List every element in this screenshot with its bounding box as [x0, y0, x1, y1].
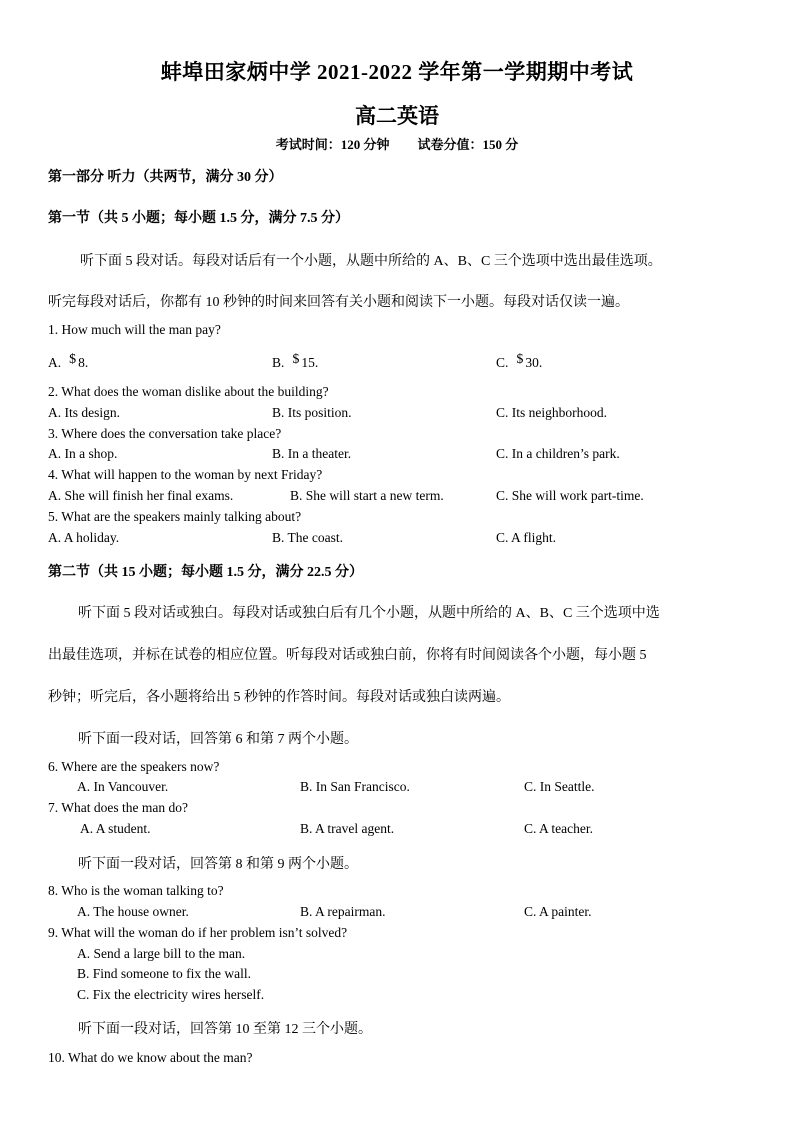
section2-instruction-3: 秒钟；听完后，各小题将给出 5 秒钟的作答时间。每段对话或独白读两遍。 — [48, 690, 510, 705]
section2-heading: 第二节（共 15 小题；每小题 1.5 分，满分 22.5 分） — [48, 565, 363, 580]
group-intro-8-9: 听下面一段对话，回答第 8 和第 9 两个小题。 — [78, 857, 358, 872]
q1-b-value: 15. — [301, 355, 319, 370]
q5-option-b: B. The coast. — [272, 530, 343, 545]
part1-heading: 第一部分 听力（共两节，满分 30 分） — [48, 170, 283, 185]
q6-stem: 6. Where are the speakers now? — [48, 759, 220, 774]
section1-instruction-2: 听完每段对话后，你都有 10 秒钟的时间来回答有关小题和阅读下一小题。每段对话仅读一遍。 — [48, 295, 629, 310]
q3-option-a: A. In a shop. — [48, 446, 118, 461]
q3-stem: 3. Where does the conversation take place? — [48, 426, 282, 441]
q2-option-b: B. Its position. — [272, 405, 352, 420]
q6-option-b: B. In San Francisco. — [300, 779, 410, 794]
group-intro-10-12: 听下面一段对话，回答第 10 至第 12 三个小题。 — [78, 1022, 372, 1037]
q6-option-a: A. In Vancouver. — [77, 779, 169, 794]
section2-instruction-1: 听下面 5 段对话或独白。每段对话或独白后有几个小题，从题中所给的 A、B、C 三个选项中选 — [78, 606, 660, 621]
q7-option-c: C. A teacher. — [524, 821, 593, 836]
q1-a-symbol: $ — [69, 352, 77, 367]
q7-option-b: B. A travel agent. — [300, 821, 395, 836]
q1-b-label: B. — [272, 355, 285, 370]
exam-info — [0, 134, 794, 153]
q9-option-b: B. Find someone to fix the wall. — [77, 966, 251, 981]
exam-time: 考试时间：120 分钟 — [275, 137, 390, 152]
q5-option-a: A. A holiday. — [48, 530, 120, 545]
q8-stem: 8. Who is the woman talking to? — [48, 883, 224, 898]
q1-stem: 1. How much will the man pay? — [48, 322, 221, 337]
q8-option-a: A. The house owner. — [77, 904, 189, 919]
q10-stem: 10. What do we know about the man? — [48, 1050, 253, 1065]
q3-option-b: B. In a theater. — [272, 446, 352, 461]
q9-option-a: A. Send a large bill to the man. — [77, 946, 246, 961]
q1-b-symbol: $ — [292, 352, 300, 367]
q1-c-label: C. — [496, 355, 509, 370]
q8-option-c: C. A painter. — [524, 904, 592, 919]
q6-option-c: C. In Seattle. — [524, 779, 595, 794]
section1-instruction-1: 听下面 5 段对话。每段对话后有一个小题，从题中所给的 A、B、C 三个选项中选出最佳选项。 — [80, 254, 662, 269]
q4-option-a: A. She will finish her final exams. — [48, 488, 234, 503]
q4-option-c: C. She will work part-time. — [496, 488, 644, 503]
q5-stem: 5. What are the speakers mainly talking about? — [48, 509, 302, 524]
exam-score: 试卷分值：150 分 — [417, 137, 519, 152]
q1-c-symbol: $ — [516, 352, 524, 367]
q2-stem: 2. What does the woman dislike about the building? — [48, 384, 329, 399]
q7-stem: 7. What does the man do? — [48, 800, 188, 815]
q5-option-c: C. A flight. — [496, 530, 557, 545]
q1-option-b — [272, 352, 318, 371]
group-intro-6-7: 听下面一段对话，回答第 6 和第 7 两个小题。 — [78, 732, 358, 747]
q9-stem: 9. What will the woman do if her problem isn’t solved? — [48, 925, 348, 940]
q7-option-a: A. A student. — [80, 821, 151, 836]
q1-a-label: A. — [48, 355, 62, 370]
q9-option-c: C. Fix the electricity wires herself. — [77, 987, 265, 1002]
section2-instruction-2: 出最佳选项，并标在试卷的相应位置。听每段对话或独白前，你将有时间阅读各个小题，每小题 5 — [48, 648, 647, 663]
exam-subtitle: 高二英语 — [355, 104, 439, 128]
q1-a-value: 8. — [78, 355, 89, 370]
q4-option-b: B. She will start a new term. — [290, 488, 444, 503]
q1-option-c — [496, 352, 542, 371]
exam-title: 蚌埠田家炳中学 2021-2022 学年第一学期期中考试 — [160, 60, 634, 84]
q8-option-b: B. A repairman. — [300, 904, 386, 919]
q2-option-a: A. Its design. — [48, 405, 120, 420]
q1-option-a — [48, 352, 88, 371]
q1-c-value: 30. — [525, 355, 543, 370]
q4-stem: 4. What will happen to the woman by next Friday? — [48, 467, 323, 482]
q2-option-c: C. Its neighborhood. — [496, 405, 607, 420]
q3-option-c: C. In a children’s park. — [496, 446, 620, 461]
section1-heading: 第一节（共 5 小题；每小题 1.5 分，满分 7.5 分） — [48, 211, 349, 226]
